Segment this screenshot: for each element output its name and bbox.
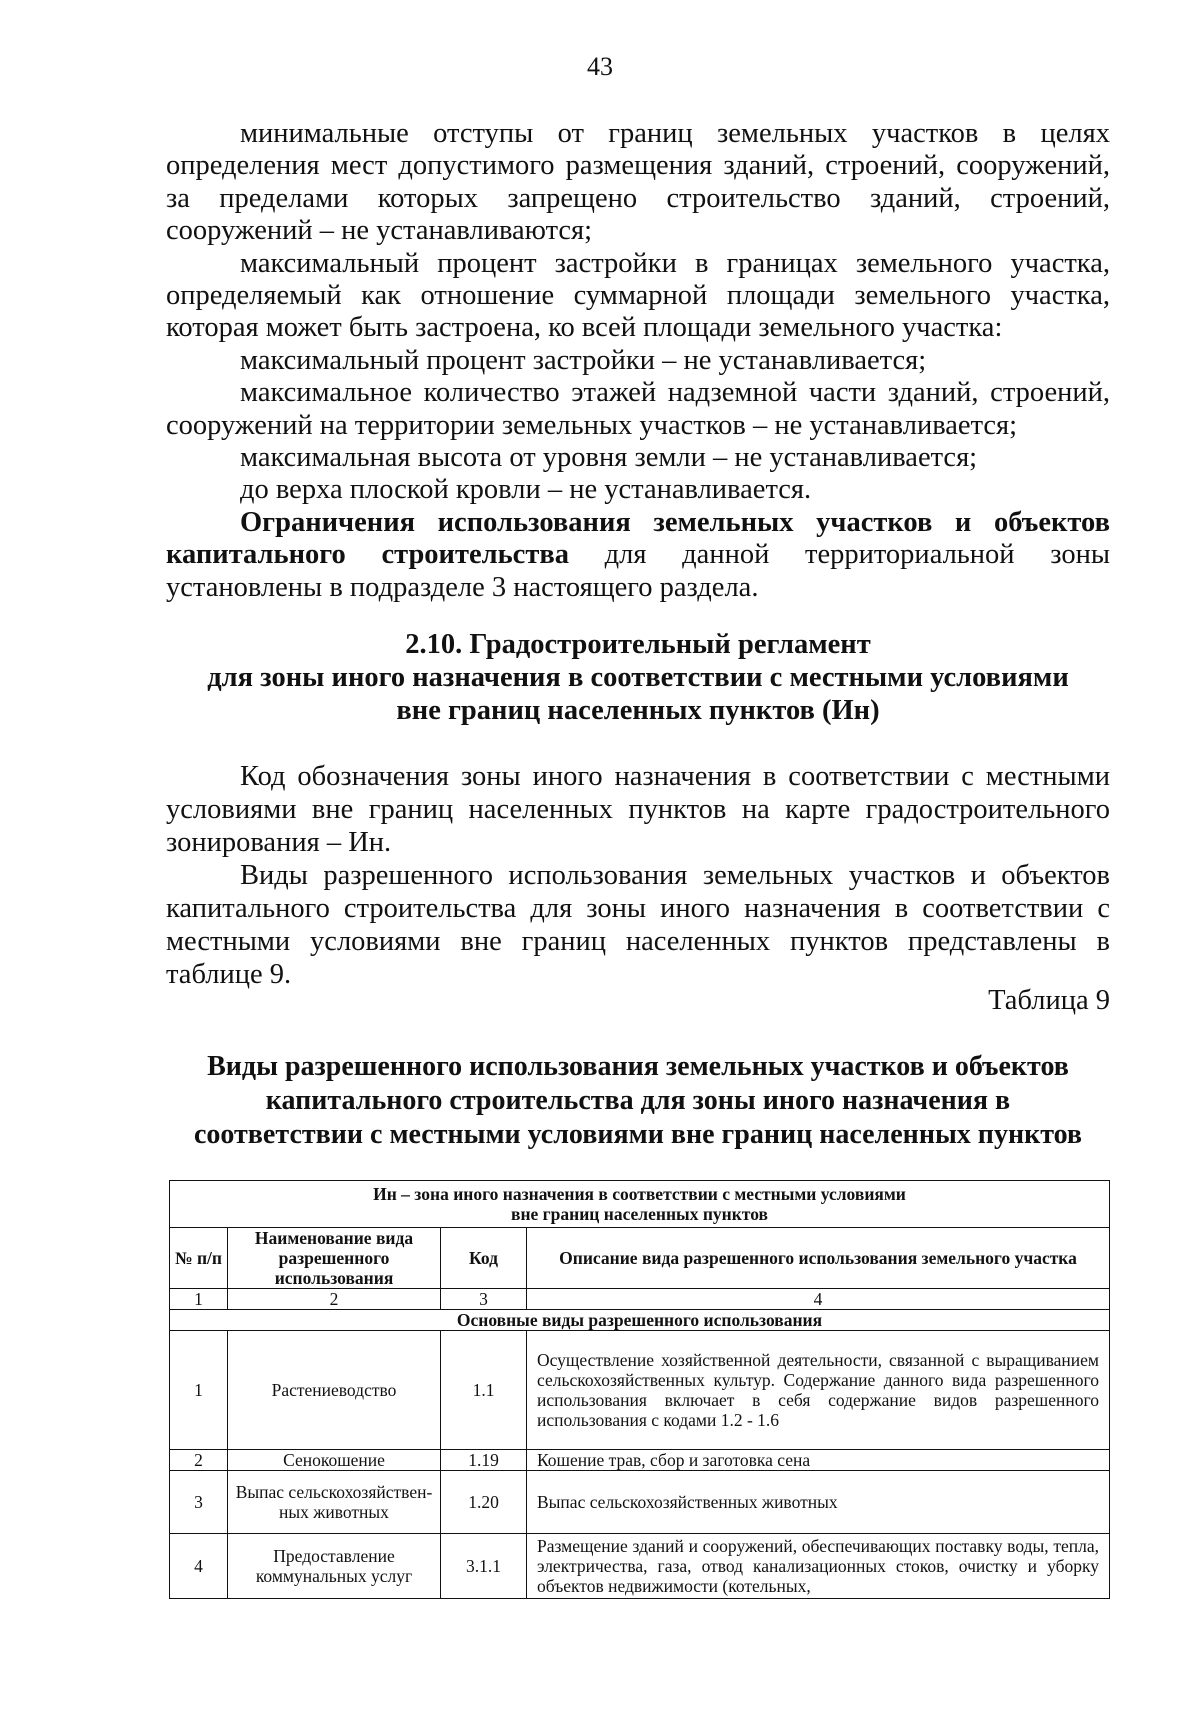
row-name: Растениеводство <box>228 1331 441 1450</box>
column-number: 3 <box>441 1289 527 1310</box>
zone-title-line-2: вне границ населенных пунктов <box>511 1204 768 1224</box>
paragraph-setbacks: минимальные отступы от границ земельных участков в целях определения мест допустимого размещения зданий, строений, сооружений, за пределами которых запрещено строительство зданий, строений, сооружений – не устанавливаются; <box>166 118 1110 247</box>
table-zone-title-cell <box>170 1181 1110 1228</box>
paragraph-max-floors: максимальное количество этажей надземной части зданий, строений, сооружений на территории земельных участков – не устанавливается; <box>166 377 1110 441</box>
row-num: 4 <box>170 1534 228 1599</box>
section-heading <box>166 628 1110 727</box>
table-title-line-2: капитального строительства для зоны иного назначения в <box>265 1085 1011 1116</box>
row-description: Осуществление хозяйственной деятельности, связанной с выращиванием сельскохозяйственных культур. Содержание данного вида разрешенного использования включает в себя содержание видов разрешенного использования с кодами 1.2 - 1.6 <box>527 1331 1110 1450</box>
section-heading-line-2: для зоны иного назначения в соответствии с местными условиями <box>207 662 1069 693</box>
table-title-line-1: Виды разрешенного использования земельных участков и объектов <box>207 1051 1069 1082</box>
paragraph-roof-height: до верха плоской кровли – не устанавливается. <box>240 474 812 506</box>
table-row <box>170 1534 1110 1599</box>
header-name: Наименование вида разрешенного использования <box>228 1228 441 1289</box>
row-code: 1.20 <box>441 1471 527 1534</box>
row-description: Размещение зданий и сооружений, обеспечивающих поставку воды, тепла, электричества, газа, отвод канализационных стоков, очистку и уборку объектов недвижимости (котельных, <box>527 1534 1110 1599</box>
header-description: Описание вида разрешенного использования земельного участка <box>527 1228 1110 1289</box>
header-code: Код <box>441 1228 527 1289</box>
row-num: 2 <box>170 1450 228 1471</box>
table-row <box>170 1471 1110 1534</box>
section-heading-line-3: вне границ населенных пунктов (Ин) <box>396 695 880 726</box>
row-description: Выпас сельскохозяйственных животных <box>527 1471 1110 1534</box>
paragraph-restrictions <box>166 507 1110 604</box>
row-code: 1.19 <box>441 1450 527 1471</box>
table-row <box>170 1450 1110 1471</box>
paragraph-coverage-value: максимальный процент застройки – не устанавливается; <box>240 344 927 376</box>
row-name: Сенокошение <box>228 1450 441 1471</box>
zone-title-line-1: Ин – зона иного назначения в соответствии с местными условиями <box>373 1184 906 1204</box>
row-name: Выпас сельскохозяйствен-ных животных <box>228 1471 441 1534</box>
section-heading-line-1: 2.10. Градостроительный регламент <box>405 629 871 660</box>
restrictions-rest-text: для данной территориальной зоны установлены в подразделе 3 настоящего раздела. <box>166 539 1110 603</box>
table-title-line-3: соответствии с местными условиями вне границ населенных пунктов <box>193 1119 1083 1150</box>
column-number: 2 <box>228 1289 441 1310</box>
row-num: 1 <box>170 1331 228 1450</box>
column-number: 4 <box>527 1289 1110 1310</box>
header-num: № п/п <box>170 1228 228 1289</box>
table-zone-title-row <box>170 1181 1110 1228</box>
body-text <box>166 118 1110 604</box>
intro-text <box>166 760 1110 991</box>
table-group-row <box>170 1310 1110 1331</box>
paragraph-max-coverage: максимальный процент застройки в границах земельного участка, определяемый как отношение суммарной площади земельного участка, которая может быть застроена, ко всей площади земельного участка: <box>166 247 1110 344</box>
row-code: 1.1 <box>441 1331 527 1450</box>
paragraph-permitted-uses: Виды разрешенного использования земельных участков и объектов капитального строительства для зоны иного назначения в соответствии с местными условиями вне границ населенных пунктов представлены в таблице 9. <box>166 860 1110 990</box>
row-code: 3.1.1 <box>441 1534 527 1599</box>
table-row <box>170 1331 1110 1450</box>
row-name: Предоставление коммунальных услуг <box>228 1534 441 1599</box>
row-description: Кошение трав, сбор и заготовка сена <box>527 1450 1110 1471</box>
group-main-uses: Основные виды разрешенного использования <box>170 1310 1110 1331</box>
permitted-uses-table <box>169 1180 1110 1599</box>
paragraph-zone-code: Код обозначения зоны иного назначения в соответствии с местными условиями вне границ населенных пунктов на карте градостроительного зонирования – Ин. <box>166 761 1110 858</box>
restrictions-bold-text: Ограничения использования земельных участков и объектов капитального строительства <box>166 506 1110 571</box>
paragraph-max-height: максимальная высота от уровня земли – не устанавливается; <box>240 442 978 474</box>
page-number: 43 <box>587 52 613 81</box>
column-number: 1 <box>170 1289 228 1310</box>
row-num: 3 <box>170 1471 228 1534</box>
table-title <box>166 1050 1110 1152</box>
table-caption: Таблица 9 <box>988 985 1110 1016</box>
table-header-row <box>170 1228 1110 1289</box>
table-column-number-row <box>170 1289 1110 1310</box>
